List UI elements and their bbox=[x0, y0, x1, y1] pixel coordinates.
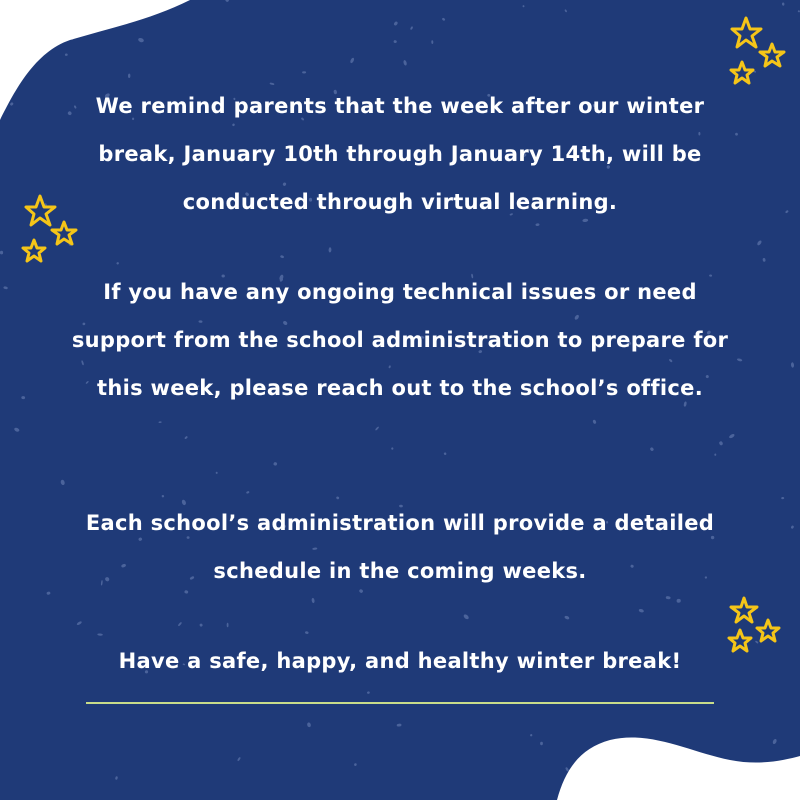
speckle bbox=[65, 53, 68, 56]
speckle bbox=[666, 596, 671, 600]
support-paragraph: If you have any ongoing technical issues or need support from the school administration to prepare for this week, please reach out to the school’s office. bbox=[71, 280, 729, 400]
speckle bbox=[328, 247, 331, 252]
speckle bbox=[782, 2, 785, 5]
speckle bbox=[442, 17, 446, 21]
speckle bbox=[14, 427, 20, 433]
speckle bbox=[565, 767, 569, 772]
speckle bbox=[638, 608, 644, 613]
speckle bbox=[443, 452, 446, 455]
speckle bbox=[97, 633, 103, 636]
speckle bbox=[649, 447, 654, 452]
speckle bbox=[305, 631, 309, 634]
speckle bbox=[719, 441, 724, 446]
speckle bbox=[714, 453, 716, 456]
speckle bbox=[302, 71, 306, 73]
speckle bbox=[115, 776, 118, 780]
speckle bbox=[772, 738, 777, 744]
speckle bbox=[280, 255, 284, 259]
speckle bbox=[403, 60, 407, 66]
speckle bbox=[522, 5, 525, 8]
speckle bbox=[138, 37, 145, 43]
speckle bbox=[116, 262, 119, 265]
speckle bbox=[530, 734, 533, 737]
speckle bbox=[161, 495, 164, 498]
speckle bbox=[393, 21, 398, 26]
speckle bbox=[391, 447, 394, 450]
speckle bbox=[375, 426, 380, 431]
schedule-paragraph: Each school’s administration will provide a detailed schedule in the coming weeks. bbox=[85, 511, 715, 583]
speckle bbox=[158, 421, 161, 423]
speckle bbox=[790, 525, 794, 529]
speckle bbox=[393, 40, 397, 43]
speckle bbox=[354, 763, 357, 766]
speckle bbox=[762, 258, 765, 262]
speckle bbox=[431, 40, 433, 44]
speckle bbox=[311, 598, 315, 604]
speckle bbox=[21, 396, 25, 399]
speckle bbox=[756, 240, 762, 246]
speckle bbox=[225, 0, 230, 3]
closing-message: Have a safe, happy, and healthy winter break! bbox=[118, 649, 682, 673]
speckle bbox=[540, 742, 543, 746]
speckle bbox=[60, 479, 65, 485]
speckle bbox=[785, 210, 789, 214]
speckle bbox=[728, 433, 735, 439]
star-cluster-icon bbox=[720, 10, 792, 92]
speckle bbox=[227, 623, 229, 628]
speckle bbox=[273, 462, 277, 466]
speckle bbox=[592, 419, 596, 424]
speckle bbox=[3, 286, 8, 290]
speckle bbox=[46, 591, 51, 595]
speckle bbox=[350, 57, 355, 64]
speckle bbox=[184, 436, 188, 440]
speckle bbox=[237, 757, 241, 762]
speckle bbox=[397, 723, 402, 726]
speckle bbox=[781, 497, 784, 500]
speckle bbox=[216, 472, 218, 475]
speckle bbox=[677, 599, 681, 603]
announcement-paragraph: We remind parents that the week after our winter break, January 10th through January 14th, will be conducted through virtual learning. bbox=[95, 94, 705, 214]
speckle bbox=[791, 362, 795, 368]
speckle bbox=[246, 491, 250, 494]
speckle bbox=[410, 26, 413, 30]
speckle bbox=[199, 623, 203, 627]
speckle bbox=[178, 622, 183, 627]
speckle bbox=[76, 621, 82, 626]
speckle bbox=[307, 722, 312, 728]
speckle bbox=[128, 74, 131, 78]
speckle bbox=[564, 9, 567, 12]
speckle bbox=[564, 615, 570, 620]
bottom-right-corner-blob bbox=[557, 737, 800, 800]
divider-line bbox=[86, 702, 714, 704]
speckle bbox=[0, 251, 3, 255]
speckle bbox=[10, 102, 14, 106]
speckle bbox=[463, 613, 470, 620]
speckle bbox=[367, 691, 370, 694]
